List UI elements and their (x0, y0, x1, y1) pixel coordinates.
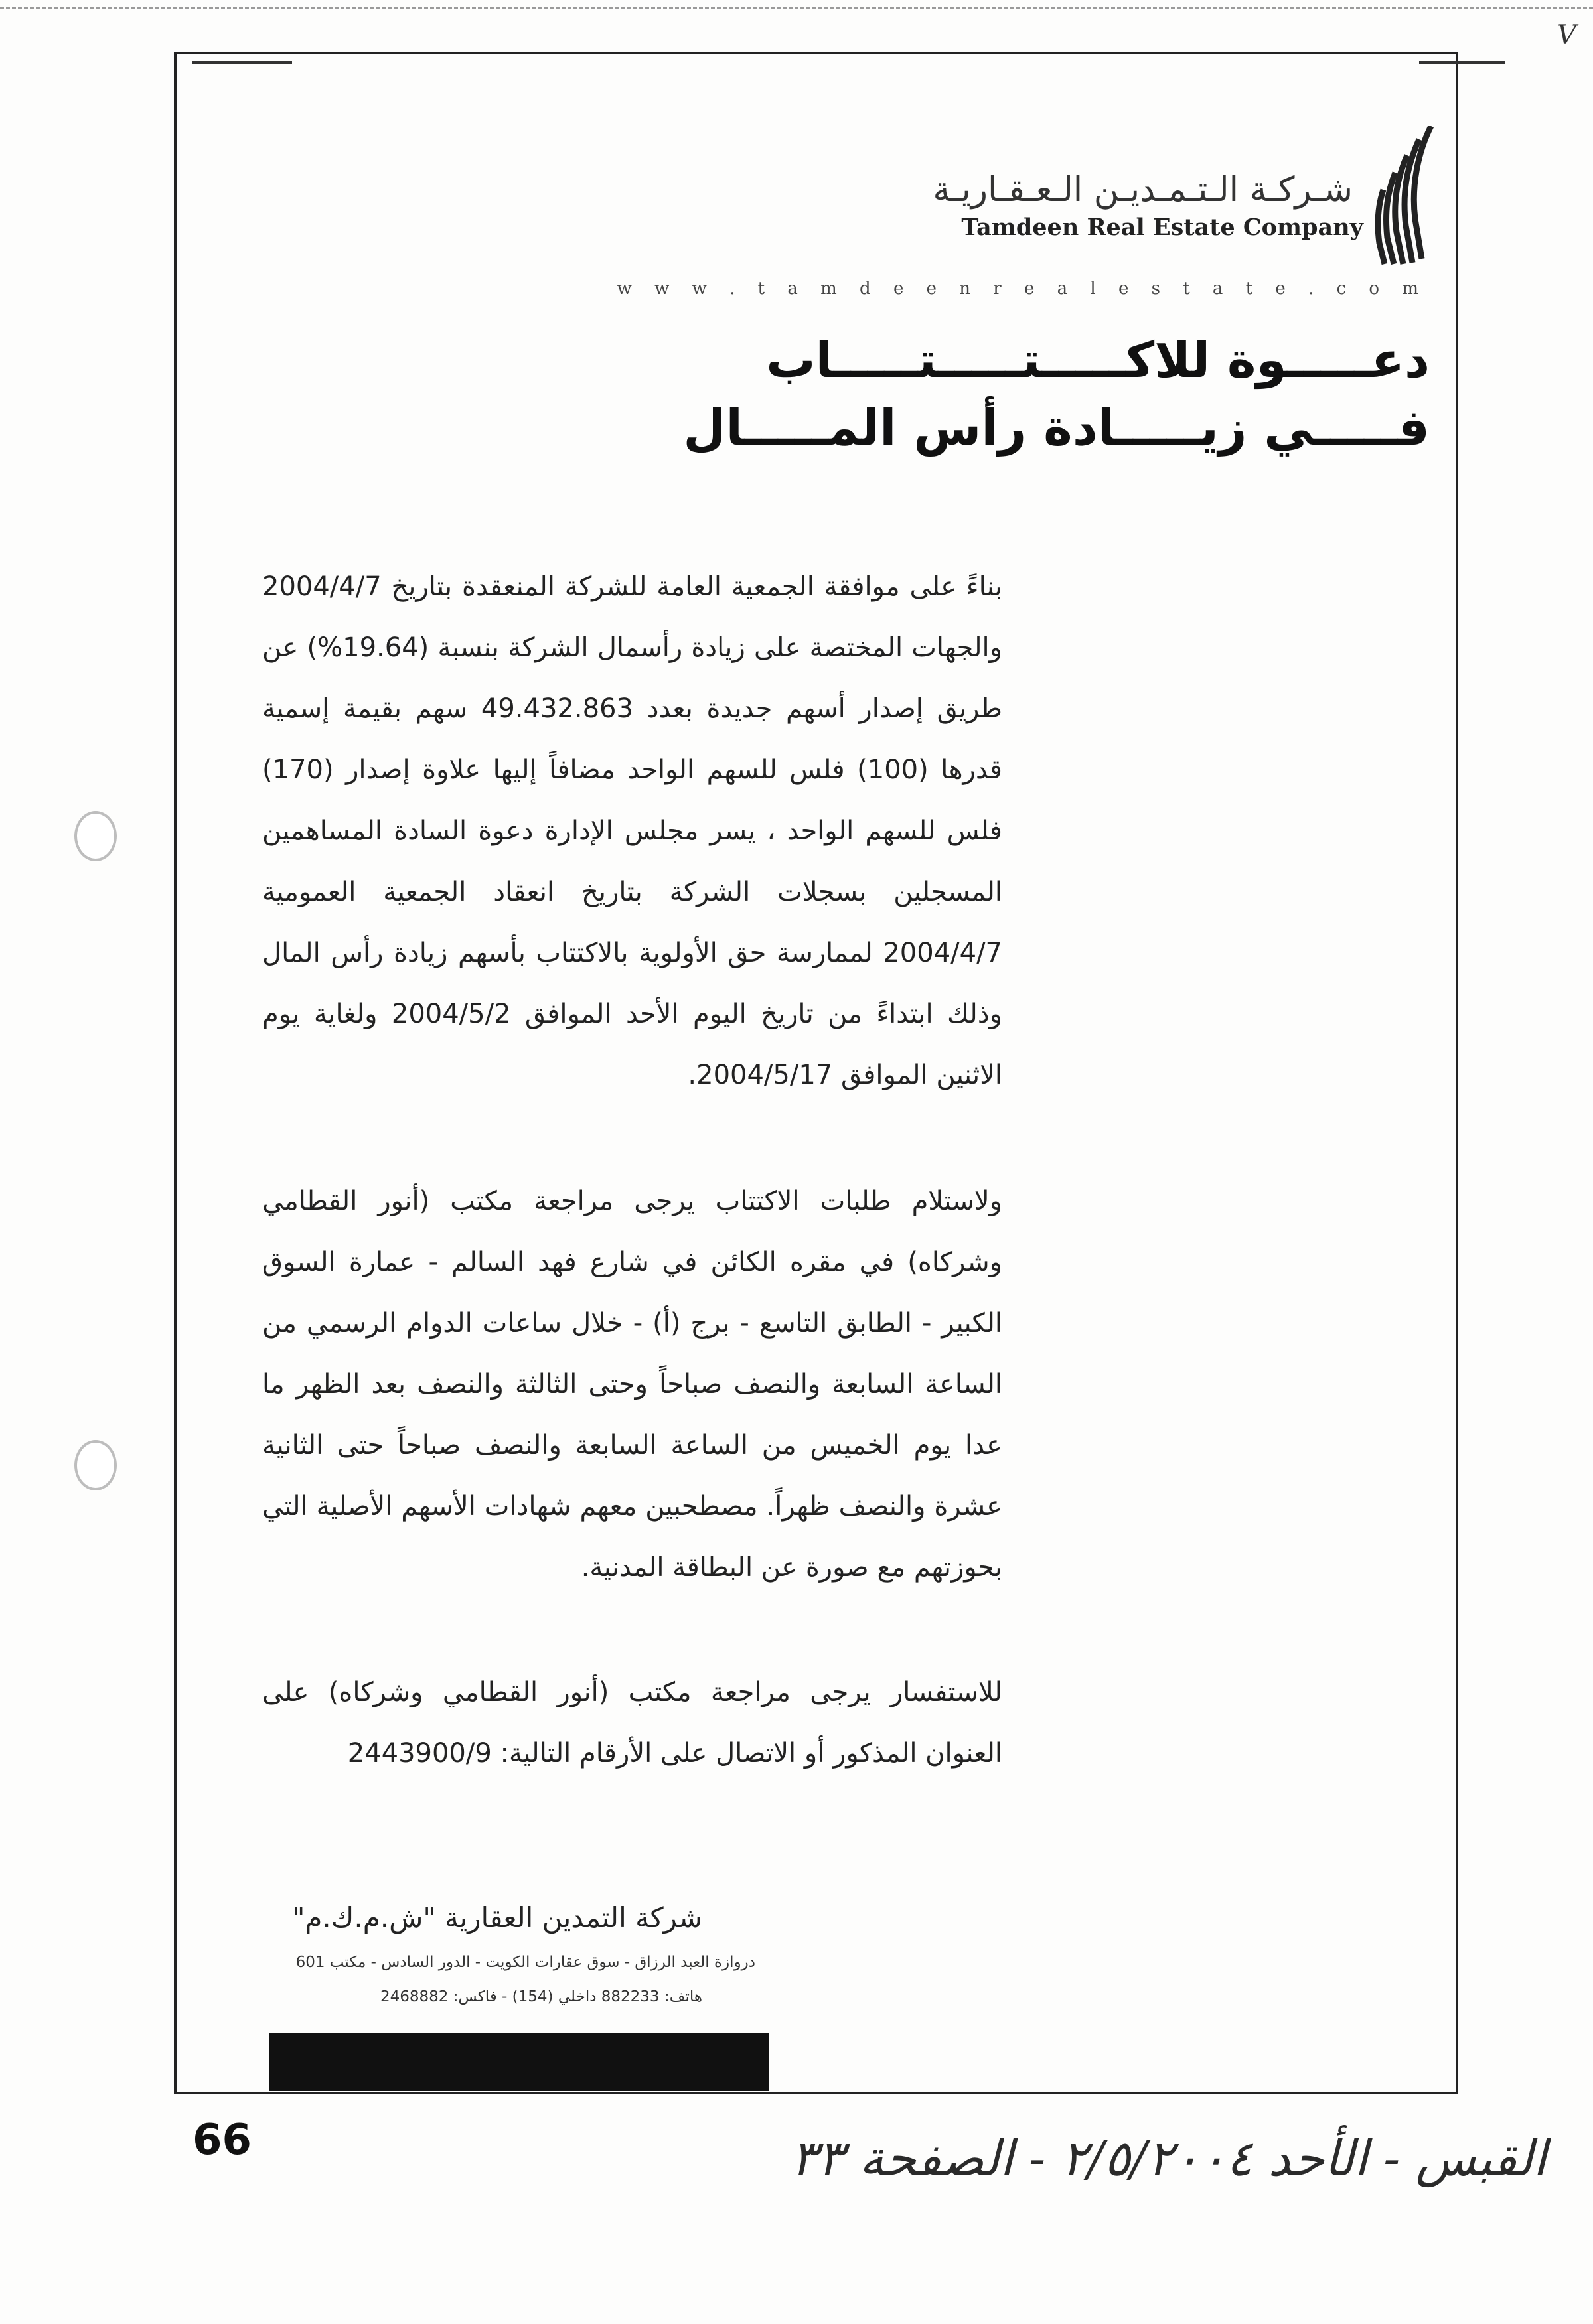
company-name-english: Tamdeen Real Estate Company (961, 214, 1363, 241)
handwritten-source-note: القبس - الأحد ٢/٥/٢٠٠٤ - الصفحة ٣٣ (791, 2130, 1547, 2187)
company-website: w w w . t a m d e e n r e a l e s t a t e . c o m (617, 279, 1427, 299)
frame-top-rule-left (192, 61, 292, 64)
corner-tick-mark: V (1557, 20, 1576, 50)
headline-line-2: فـــــي زيـــــادة رأس المـــــال (683, 399, 1430, 457)
body-paragraph-3: للاستفسار يرجى مراجعة مكتب (أنور القطامي وشركاه) على العنوان المذكور أو الاتصال على الأرقام التالية: 2443900/9 (262, 1677, 1002, 1769)
headline-line-1: دعـــــوة للاكـــــتـــــتـــــاب (766, 332, 1430, 389)
footer-address: دروازة العبد الرزاق - سوق عقارات الكويت - الدور السادس - مكتب 601 (295, 1954, 755, 1971)
frame-top-rule-right (1419, 61, 1505, 64)
page-number: 66 (192, 2116, 252, 2165)
footer-company-name: شركة التمدين العقارية "ش.م.ك.م" (292, 1901, 702, 1934)
redaction-bar (269, 2033, 769, 2091)
body-paragraph-2: ولاستلام طلبات الاكتتاب يرجى مراجعة مكتب (أنور القطامي وشركاه) في مقره الكائن في شارع فهد السالم - عمارة السوق الكبير - الطابق التاسع - برج (أ) - خلال ساعات الدوام الرسمي من الساعة السابعة والنصف صباحاً وحتى الثالثة والنصف بعد الظهر ما عدا يوم الخميس من الساعة السابعة والنصف صباحاً حتى الثانية عشرة والنصف ظهراً. مصطحبين معهم شهادات الأسهم الأصلية التي بحوزتهم مع صورة عن البطاقة المدنية. (262, 1186, 1002, 1583)
company-name-arabic: شـركـة الـتـمـديـن الـعـقـاريـة (933, 170, 1353, 210)
punch-hole-lower (74, 1440, 117, 1490)
tamdeen-logo-icon (1370, 126, 1436, 265)
body-paragraph-1: بناءً على موافقة الجمعية العامة للشركة المنعقدة بتاريخ 2004/4/7 والجهات المختصة على زيادة رأسمال الشركة بنسبة (19.64%) عن طريق إصدار أسهم جديدة بعدد 49.432.863 سهم بقيمة إسمية قدرها (100) فلس للسهم الواحد مضافاً إليها علاوة إصدار (170) فلس للسهم الواحد ، يسر مجلس الإدارة دعوة السادة المساهمين المسجلين بسجلات الشركة بتاريخ انعقاد الجمعية العمومية 2004/4/7 لممارسة حق الأولوية بالاكتتاب بأسهم زيادة رأس المال وذلك ابتداءً من تاريخ اليوم الأحد الموافق 2004/5/2 ولغاية يوم الاثنين الموافق 2004/5/17. (262, 571, 1002, 1090)
punch-hole-upper (74, 811, 117, 861)
scan-edge-line (0, 0, 1593, 9)
footer-phone-fax: هاتف: 882233 داخلي (154) - فاكس: 2468882 (380, 1988, 702, 2005)
